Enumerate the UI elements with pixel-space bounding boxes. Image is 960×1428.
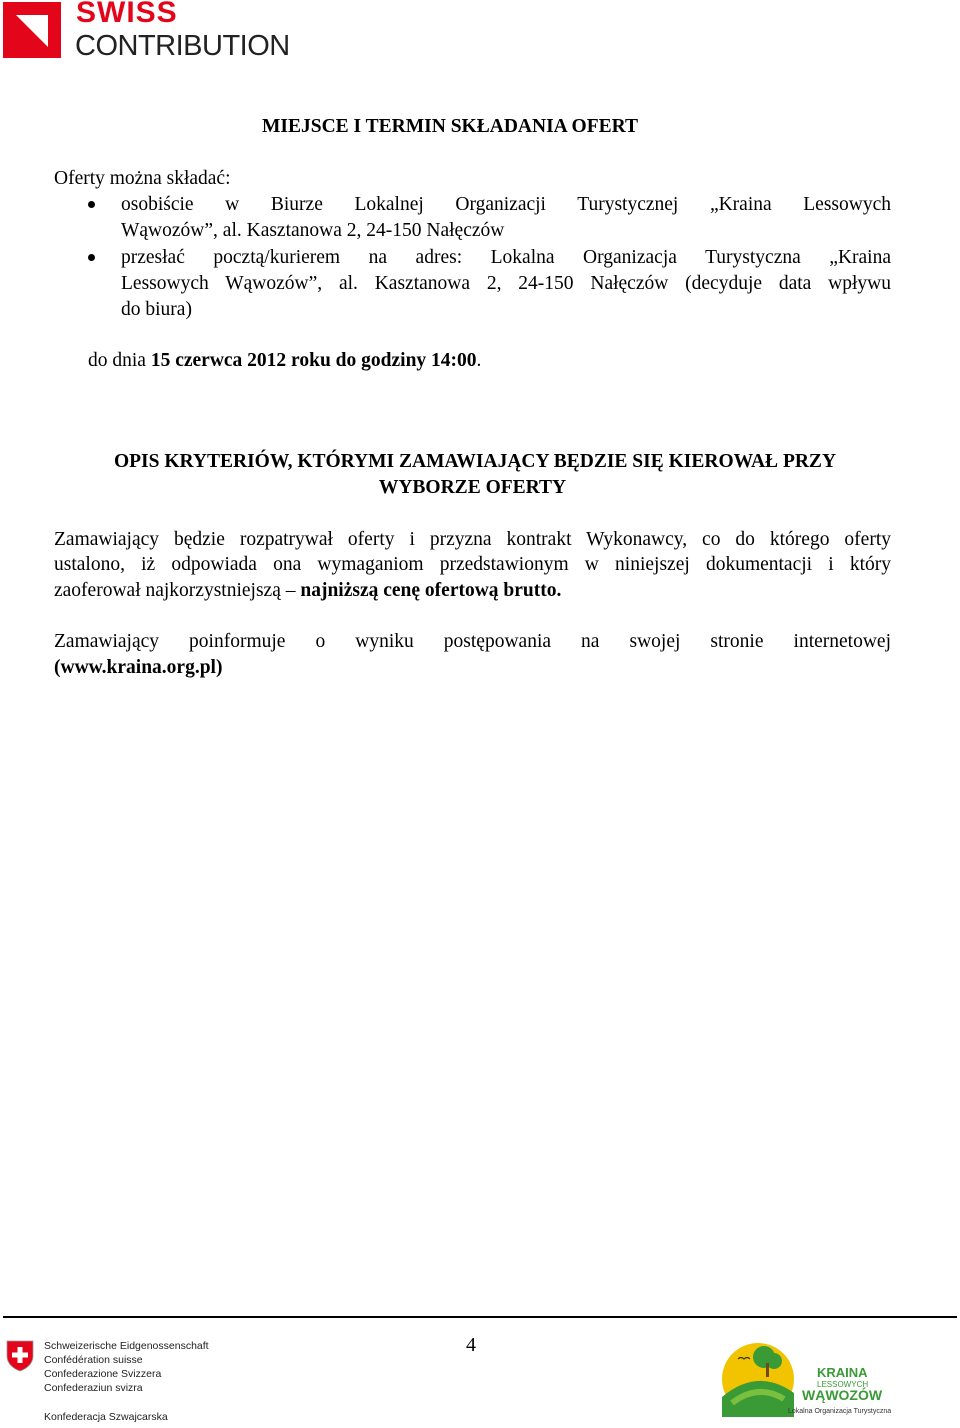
swiss-coat-of-arms-icon xyxy=(6,1340,34,1372)
section-title-place-and-date: MIEJSCE I TERMIN SKŁADANIA OFERT xyxy=(262,116,639,137)
bullet-icon xyxy=(88,201,95,208)
kraina-text-line2: LESSOWYCH xyxy=(817,1380,869,1389)
section-title-criteria-line2: WYBORZE OFERTY xyxy=(378,477,567,498)
swiss-contribution-logo xyxy=(3,2,303,62)
bullet1-line1: osobiście w Biurze Lokalnej Organizacji Turystycznej „Kraina Lessowych xyxy=(121,194,891,215)
kraina-text-line3: WĄWOZÓW xyxy=(802,1387,883,1403)
kraina-lessowych-wawozow-logo xyxy=(712,1335,892,1423)
confed-rm: Confederaziun svizra xyxy=(44,1382,143,1394)
bullet2-line3: do biura) xyxy=(121,299,192,320)
criteria-para2-line1: Zamawiający poinformuje o wyniku postępowania na swojej stronie internetowej xyxy=(54,631,891,652)
confed-pl: Konfederacja Szwajcarska xyxy=(44,1411,168,1423)
deadline-prefix: do dnia xyxy=(88,350,151,371)
criteria-para1-line3 xyxy=(54,578,561,604)
bullet-icon xyxy=(88,254,95,261)
logo-contribution-text: CONTRIBUTION xyxy=(75,30,290,62)
criteria-para1-line2: ustalono, iż odpowiada ona wymaganiom przedstawionym w niniejszej dokumentacji i który xyxy=(54,554,891,575)
offers-intro: Oferty można składać: xyxy=(54,168,231,189)
swiss-contribution-flag-icon xyxy=(3,2,61,58)
kraina-text-line4: Lokalna Organizacja Turystyczna xyxy=(788,1408,892,1415)
page-number: 4 xyxy=(466,1334,476,1356)
criteria-para1-line1: Zamawiający będzie rozpatrywał oferty i przyzna kontrakt Wykonawcy, co do którego oferty xyxy=(54,529,891,550)
bullet2-line2: Lessowych Wąwozów”, al. Kasztanowa 2, 24-150 Nałęczów (decyduje data wpływu xyxy=(121,273,891,294)
criteria-lowest-price: najniższą cenę ofertową brutto. xyxy=(300,580,562,601)
confed-it: Confederazione Svizzera xyxy=(44,1368,162,1380)
deadline-suffix: . xyxy=(476,350,482,371)
website-link: (www.kraina.org.pl) xyxy=(54,657,223,678)
confed-fr: Confédération suisse xyxy=(44,1354,143,1366)
footer-divider xyxy=(3,1316,957,1318)
confed-de: Schweizerische Eidgenossenschaft xyxy=(44,1340,209,1352)
section-title-criteria-line1: OPIS KRYTERIÓW, KTÓRYMI ZAMAWIAJĄCY BĘDZIE SIĘ KIEROWAŁ PRZY xyxy=(113,451,837,472)
criteria-para1-line3-prefix: zaoferował najkorzystniejszą – xyxy=(54,580,301,601)
logo-swiss-text: SWISS xyxy=(76,0,178,29)
kraina-text-line1: KRAINA xyxy=(817,1365,868,1380)
bullet2-line1: przesłać pocztą/kurierem na adres: Lokalna Organizacja Turystyczna „Kraina xyxy=(121,247,891,268)
kraina-logo-emblem-icon xyxy=(712,1337,804,1417)
deadline-text xyxy=(88,348,481,374)
bullet1-line2: Wąwozów”, al. Kasztanowa 2, 24-150 Nałęczów xyxy=(121,220,505,241)
deadline-date: 15 czerwca 2012 roku do godziny 14:00 xyxy=(150,350,477,371)
